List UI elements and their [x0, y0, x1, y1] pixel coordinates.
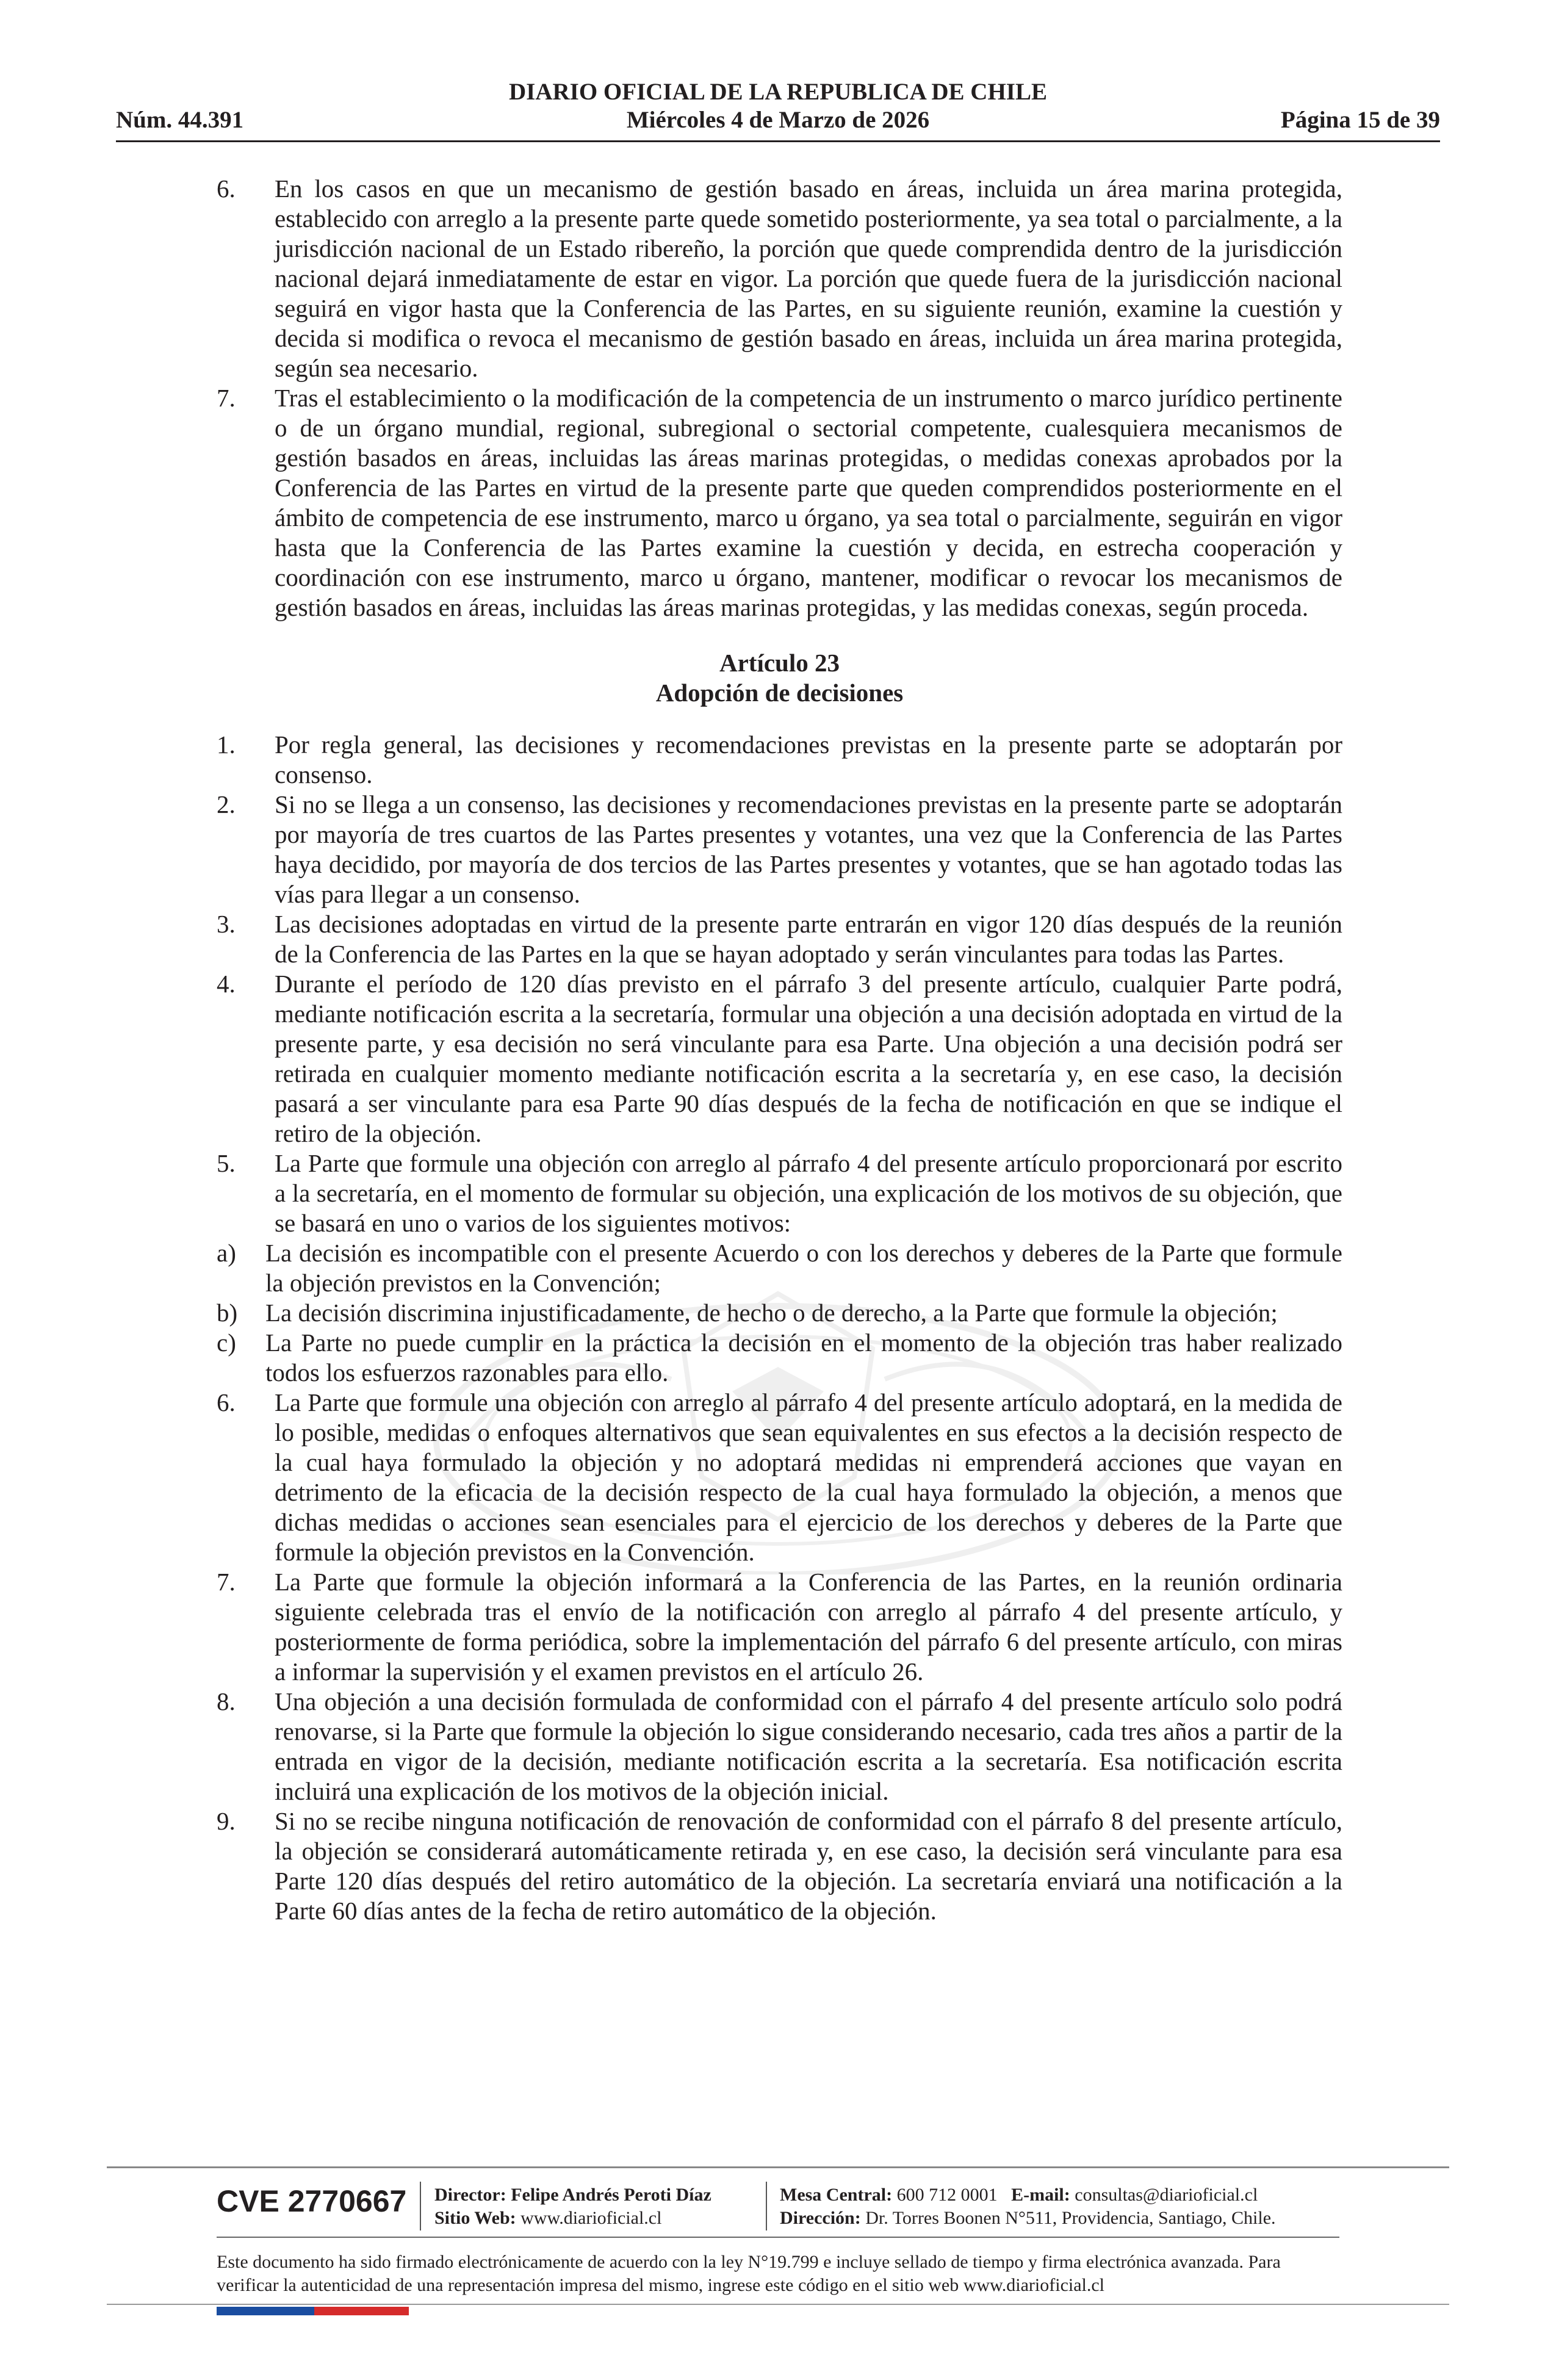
header-divider: [116, 140, 1440, 142]
list-item: [217, 1687, 1342, 1806]
list-item: [217, 790, 1342, 909]
address-label: Dirección:: [780, 2208, 861, 2228]
article-heading: [217, 648, 1342, 708]
address-line: [780, 2207, 1276, 2230]
objection-grounds-list: [217, 1238, 1342, 1388]
phone-value: 600 712 0001: [896, 2185, 998, 2205]
website-link[interactable]: www.diarioficial.cl: [520, 2208, 662, 2228]
sub-item-text: La Parte no puede cumplir en la práctica la decisión en el momento de la objeción tras haber realizado todos los esfuerzos razonables para ello.: [265, 1329, 1342, 1387]
director-label: Director:: [434, 2185, 506, 2205]
sub-item-letter: b): [217, 1299, 238, 1327]
legal-notice: Este documento ha sido firmado electrónicamente de acuerdo con la ley N°19.799 e incluye sellado de tiempo y firma electrónica avanzada. Para verificar la autenticidad de una representación impresa del mismo, ingrese este código en el sitio web www.diarioficial.cl: [217, 2252, 1281, 2295]
item-text: Si no se recibe ninguna notificación de renovación de conformidad con el párrafo 8 del presente artículo, la objeción se considerará automáticamente retirada y, en ese caso, la decisión será vinculante para esa Parte 120 días después del retiro automático de la objeción. La secretaría enviará una notificación a la Parte 60 días antes de la fecha de retiro automático de la objeción.: [275, 1807, 1342, 1925]
item-text: Por regla general, las decisiones y recomendaciones previstas en la presente parte se adoptarán por consenso.: [275, 730, 1342, 788]
list-item: [217, 1388, 1342, 1567]
email-label: E-mail:: [1011, 2185, 1070, 2205]
contact-block: [780, 2183, 1276, 2230]
item-number: 3.: [217, 910, 236, 938]
sub-list-item: [217, 1238, 1342, 1298]
website-label: Sitio Web:: [434, 2208, 516, 2228]
cve-code: CVE 2770667: [217, 2184, 407, 2218]
item-number: 4.: [217, 970, 236, 998]
item-number: 7.: [217, 384, 236, 412]
list-item: [217, 1806, 1342, 1926]
footer-divider: [107, 2304, 1449, 2305]
director-line: [434, 2183, 711, 2207]
item-number: 7.: [217, 1568, 236, 1596]
sub-list-item: [217, 1328, 1342, 1388]
list-item: [217, 969, 1342, 1149]
sub-item-text: La decisión es incompatible con el presente Acuerdo o con los derechos y deberes de la Parte que formule la objeción previstos en la Convención;: [265, 1239, 1342, 1297]
issue-date: Miércoles 4 de Marzo de 2026: [626, 107, 930, 133]
flag-red-segment: [314, 2307, 409, 2315]
item-text: La Parte que formule la objeción informará a la Conferencia de las Partes, en la reunión ordinaria siguiente celebrada tras el envío de la notificación con arreglo al párrafo 4 del presente artículo, y posteriormente de forma periódica, sobre la implementación del párrafo 6 del presente artículo, con miras a informar la supervisión y el examen previstos en el artículo 26.: [275, 1568, 1342, 1686]
list-item: [217, 1567, 1342, 1687]
item-text: Las decisiones adoptadas en virtud de la presente parte entrarán en vigor 120 días después de la reunión de la Conferencia de las Partes en la que se hayan adoptado y serán vinculantes para todas las Partes.: [275, 910, 1342, 968]
article-title: Adopción de decisiones: [655, 679, 904, 707]
director-block: [434, 2183, 711, 2230]
item-number: 6.: [217, 1388, 236, 1416]
issue-number: Núm. 44.391: [116, 107, 244, 133]
item-text: Durante el período de 120 días previsto en el párrafo 3 del presente artículo, cualquier Parte podrá, mediante notificación escrita a la secretaría, formular una objeción a una decisión adoptada en virtud de la presente parte, y esa decisión no será vinculante para esa Parte. Una objeción a una decisión podrá ser retirada en cualquier momento mediante notificación escrita a la secretaría y, en ese caso, la decisión pasará a ser vinculante para esa Parte 90 días después de la fecha de notificación en que se indique el retiro de la objeción.: [275, 970, 1342, 1147]
item-number: 2.: [217, 790, 236, 818]
item-text: Tras el establecimiento o la modificación de la competencia de un instrumento o marco jurídico pertinente o de un órgano mundial, regional, subregional o sectorial competente, cualesquiera mecanismos de gestión basados en áreas, incluidas las áreas marinas protegidas, o medidas conexas aprobados por la Conferencia de las Partes en virtud de la presente parte que queden comprendidos posteriormente en el ámbito de competencia de ese instrumento, marco u órgano, ya sea total o parcialmente, seguirán en vigor hasta que la Conferencia de las Partes examine la cuestión y decida, en estrecha cooperación y coordinación con ese instrumento, marco u órgano, mantener, modificar o revocar los mecanismos de gestión basados en áreas, incluidas las áreas marinas protegidas, y las medidas conexas, según proceda.: [275, 384, 1342, 621]
pre-article-list: [217, 174, 1342, 622]
footer-separator: [766, 2182, 767, 2230]
header-center: [116, 78, 1440, 134]
page-number: Página 15 de 39: [1280, 107, 1440, 133]
item-text: Una objeción a una decisión formulada de conformidad con el párrafo 4 del presente artículo solo podrá renovarse, si la Parte que formule la objeción lo sigue considerando necesario, cada tres años a partir de la entrada en vigor de la decisión, mediante notificación escrita a la secretaría. Esa notificación escrita incluirá una explicación de los motivos de la objeción inicial.: [275, 1687, 1342, 1805]
item-number: 5.: [217, 1149, 236, 1177]
list-item: [217, 383, 1342, 622]
document-body: [217, 174, 1342, 1926]
footer-divider: [107, 2166, 1449, 2168]
sub-item-letter: c): [217, 1329, 236, 1357]
sub-item-letter: a): [217, 1239, 236, 1267]
article-paragraphs-continued: [217, 1388, 1342, 1926]
article-number: Artículo 23: [719, 649, 840, 677]
item-text: La Parte que formule una objeción con arreglo al párrafo 4 del presente artículo adoptará, en la medida de lo posible, medidas o enfoques alternativos que sean equivalentes en sus efectos a la decisión respecto de la cual haya formulado la objeción y no adoptará medidas ni emprenderá acciones que vayan en detrimento de la eficacia de la decisión respecto de la cual haya formulado la objeción, a menos que dichas medidas o acciones sean esenciales para el ejercicio de los derechos y deberes de la Parte que formule la objeción previstos en la Convención.: [275, 1388, 1342, 1566]
item-number: 6.: [217, 175, 236, 203]
list-item: [217, 174, 1342, 383]
article-paragraphs: [217, 730, 1342, 1238]
item-number: 1.: [217, 730, 236, 759]
item-text: Si no se llega a un consenso, las decisiones y recomendaciones previstas en la presente parte se adoptarán por mayoría de tres cuartos de las Partes presentes y votantes, una vez que la Conferencia de las Partes haya decidido, por mayoría de dos tercios de las Partes presentes y votantes, que se han agotado todas las vías para llegar a un consenso.: [275, 790, 1342, 908]
sub-list-item: [217, 1298, 1342, 1328]
phone-email-line: [780, 2183, 1276, 2207]
email-link[interactable]: consultas@diarioficial.cl: [1075, 2185, 1258, 2205]
footer-separator: [420, 2182, 421, 2230]
list-item: [217, 1149, 1342, 1238]
footer-divider: [217, 2237, 1339, 2238]
page-header: [116, 73, 1440, 146]
website-line: [434, 2207, 711, 2230]
address-value: Dr. Torres Boonen N°511, Providencia, Santiago, Chile.: [865, 2208, 1276, 2228]
list-item: [217, 909, 1342, 969]
director-name: Felipe Andrés Peroti Díaz: [511, 2185, 711, 2205]
gazette-title: DIARIO OFICIAL DE LA REPUBLICA DE CHILE: [508, 79, 1047, 105]
phone-label: Mesa Central:: [780, 2185, 893, 2205]
flag-blue-segment: [217, 2307, 314, 2315]
item-number: 9.: [217, 1807, 236, 1835]
sub-item-text: La decisión discrimina injustificadamente, de hecho o de derecho, a la Parte que formule la objeción;: [265, 1299, 1278, 1327]
item-number: 8.: [217, 1687, 236, 1715]
list-item: [217, 730, 1342, 790]
item-text: La Parte que formule una objeción con arreglo al párrafo 4 del presente artículo proporcionará por escrito a la secretaría, en el momento de formular su objeción, una explicación de los motivos de su objeción, que se basará en uno o varios de los siguientes motivos:: [275, 1149, 1342, 1237]
item-text: En los casos en que un mecanismo de gestión basado en áreas, incluida un área marina protegida, establecido con arreglo a la presente parte quede sometido posteriormente, ya sea total o parcialmente, a la jurisdicción nacional de un Estado ribereño, la porción que quede comprendida dentro de la jurisdicción nacional dejará inmediatamente de estar en vigor. La porción que quede fuera de la jurisdicción nacional seguirá en vigor hasta que la Conferencia de las Partes, en su siguiente reunión, examine la cuestión y decida si modifica o revoca el mecanismo de gestión basado en áreas, incluida un área marina protegida, según sea necesario.: [275, 175, 1342, 382]
flag-stripe-icon: [217, 2307, 409, 2315]
